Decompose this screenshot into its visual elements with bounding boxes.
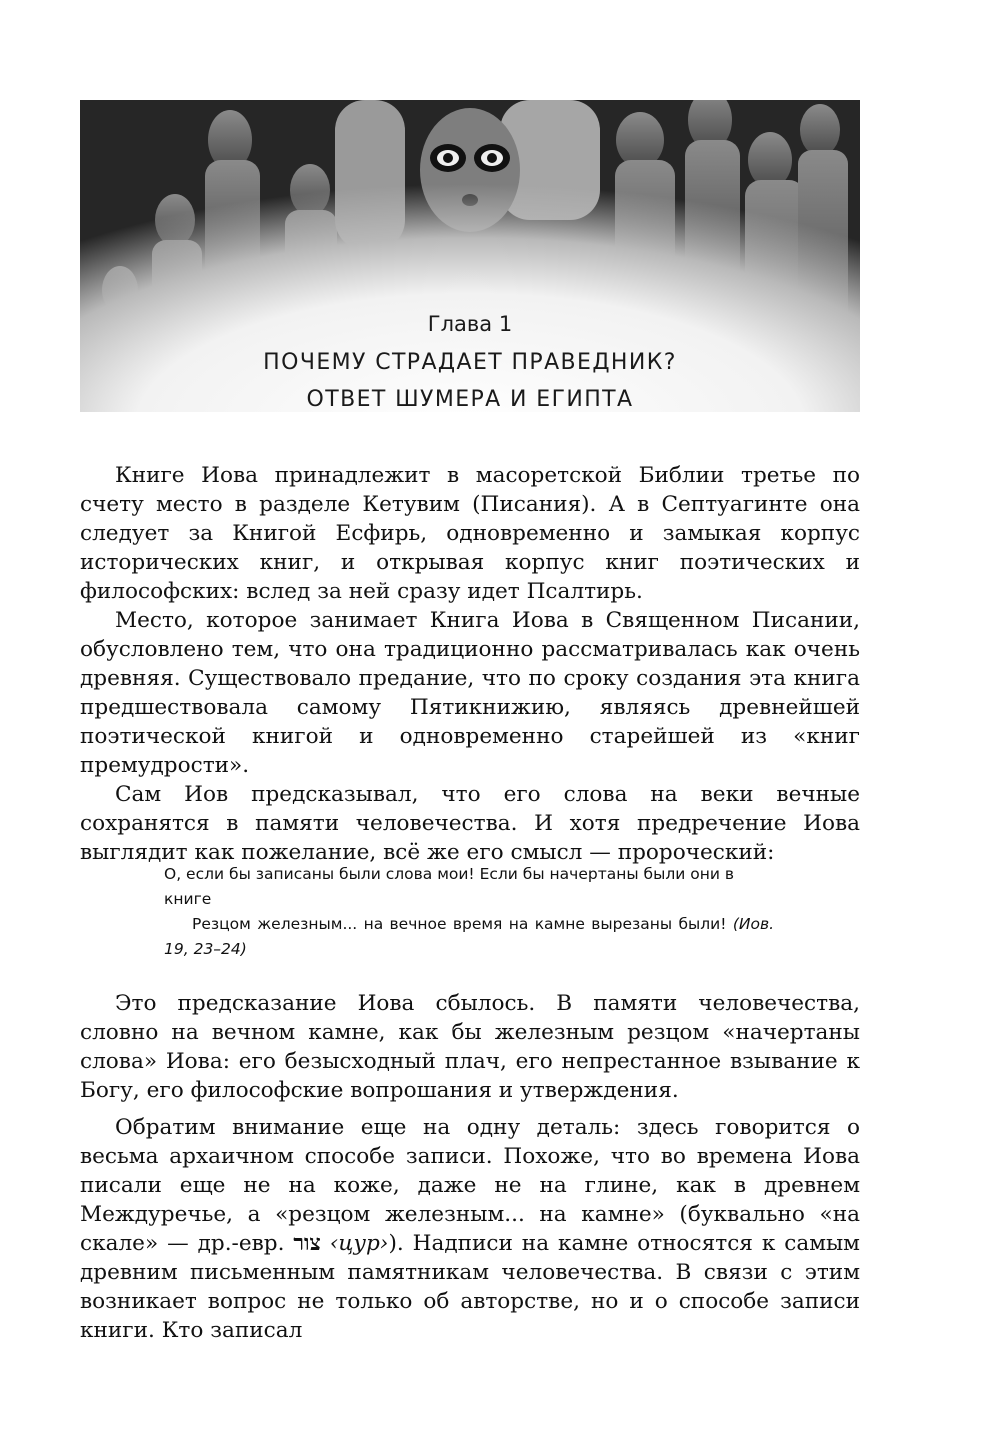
paragraph: Это предсказание Иова сбылось. В памяти человечества, словно на вечном камне, как бы железным резцом «начертаны слова» Иова: его безысходный плач, его непрестанное взывание к Богу, его философские вопрошания и утверждения. [80,991,860,1103]
quote-line-2 [164,912,774,962]
body-text-top [80,461,860,867]
chapter-title-line-1: ПОЧЕМУ СТРАДАЕТ ПРАВЕДНИК? [263,350,677,375]
paragraph: Книге Иова принадлежит в масоретской Библии третье по счету место в разделе Кетувим (Писания). А в Септуагинте она следует за Книгой Есфирь, одновременно и замыкая корпус исторических книг, и открывая корпус книг поэтических и философских: вслед за ней сразу идет Псалтирь. [80,463,860,604]
paragraph-text-end: ). Надписи на камне относятся к самым древним письменным памятникам человечества. В связи с этим возникает вопрос не только об авторстве, но и о способе записи книги. Кто записал [80,1231,860,1343]
chapter-label: Глава 1 [427,312,513,336]
paragraph: Место, которое занимает Книга Иова в Священном Писании, обусловлено тем, что она традиционно рассматривалась как очень древняя. Существовало предание, что по сроку создания эта книга предшествовала самому Пятикнижию, являясь древнейшей поэтической книгой и одновременно старейшей из «книг премудрости». [80,608,860,778]
chapter-heading [80,100,860,412]
scripture-quote [164,862,774,962]
paragraph: Сам Иов предсказывал, что его слова на веки вечные сохранятся в памяти человечества. И хотя предречение Иова выглядит как пожелание, всё же его смысл — пророческий: [80,782,860,865]
quote-reference: (Иов. 19, 23–24) [164,915,774,958]
paragraph-with-hebrew [80,1113,860,1345]
quote-line-2-text: Резцом железным... на вечное время на камне вырезаны были! [192,915,727,933]
chapter-header-image [80,100,860,412]
hebrew-word: צור [293,1231,321,1256]
chapter-title-line-2: ОТВЕТ ШУМЕРА И ЕГИПТА [306,387,634,412]
body-text-bottom [80,989,860,1345]
paragraph-text: Обратим внимание еще на одну деталь: здесь говорится о весьма архаичном способе записи. Похоже, что во времена Иова писали еще не на коже, даже не на глине, как в древнем Междуречье, а «резцом железным... на камне» (буквально «на скале» — др.-евр. [80,1115,860,1256]
transliteration: ‹цур› [329,1231,389,1256]
quote-line-1: О, если бы записаны были слова мои! Если бы начертаны были они в книге [164,865,734,908]
